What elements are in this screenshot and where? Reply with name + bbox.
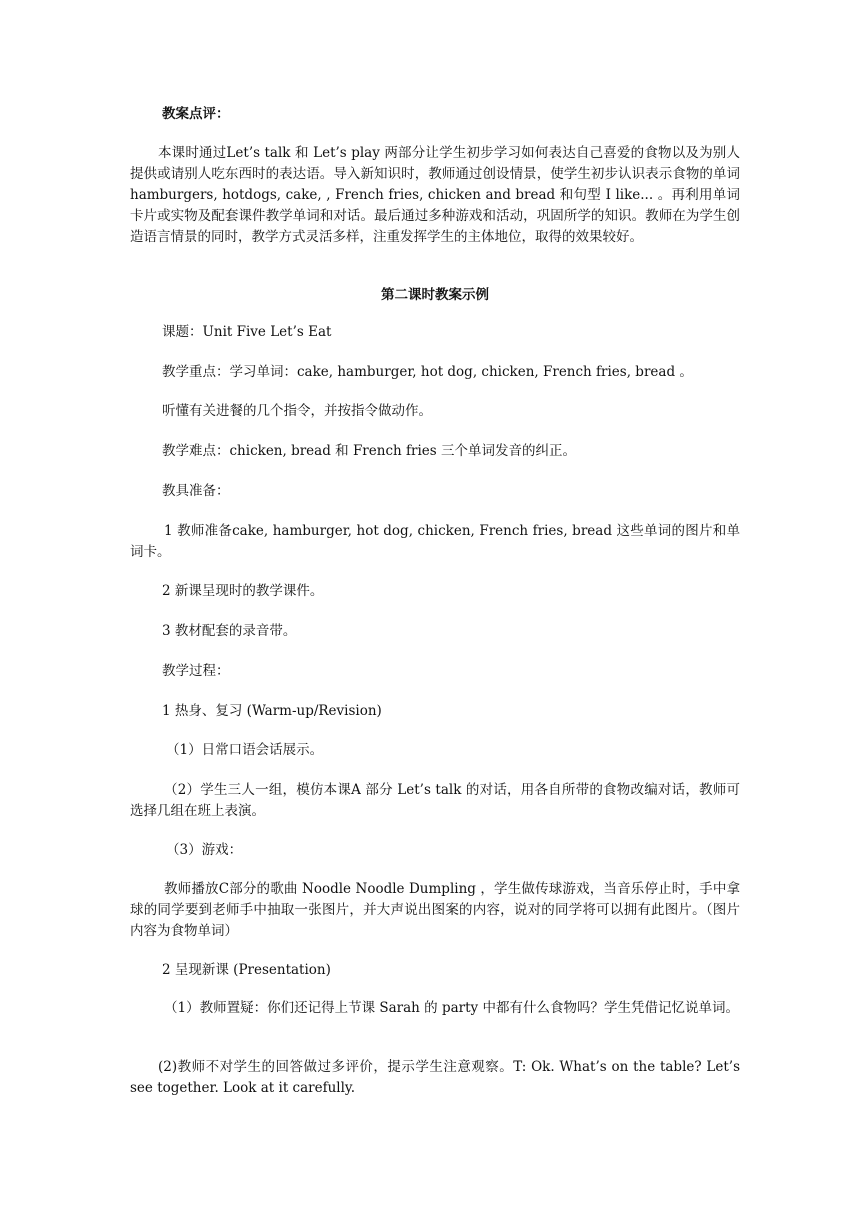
review-paragraph: 本课时通过Let’s talk 和 Let’s play 两部分让学生初步学习如何表达自己喜爱的食物以及为别人提供或请别人吃东西时的表达语。导入新知识时，教师通过创设情景，使学生初步认识表示食物的单词hamburgers, hotdogs, cake, , French fries, chicken and bread 和句型 I like... 。再利用单词卡片或实物及配套课件教学单词和对话。最后通过多种游戏和活动，巩固所学的知识。教师在为学生创造语言情景的同时，教学方式灵活多样，注重发挥学生的主体地位，取得的效果较好。 <box>130 145 740 245</box>
materials-item-1: 1 教师准备cake, hamburger, hot dog, chicken, French fries, bread 这些单词的图片和单词卡。 <box>130 523 740 560</box>
review-paragraph-block <box>130 143 740 248</box>
presentation-title: 2 呈现新课 (Presentation) <box>162 962 331 978</box>
materials-item-1-block <box>130 521 740 563</box>
presentation-step-1-block <box>130 998 740 1019</box>
lesson-topic: 课题：Unit Five Let’s Eat <box>162 324 332 340</box>
difficulty: 教学难点：chicken, bread 和 French fries 三个单词发音的纠正。 <box>162 443 576 459</box>
presentation-step-2: (2)教师不对学生的回答做过多评价，提示学生注意观察。T: Ok. What’s on the table? Let’s see together. Look at it carefully. <box>130 1059 740 1096</box>
game-description: 教师播放C部分的歌曲 Noodle Noodle Dumpling ，学生做传球游戏，当音乐停止时，手中拿球的同学要到老师手中抽取一张图片，并大声说出图案的内容，说对的同学将可以拥有此图片。（图片内容为食物单词） <box>130 881 740 939</box>
review-heading: 教案点评： <box>162 106 230 122</box>
warmup-step-1: （1）日常口语会话展示。 <box>166 742 324 758</box>
warmup-title: 1 热身、复习 (Warm-up/Revision) <box>162 703 382 719</box>
game-description-block <box>130 879 740 942</box>
key-point-2: 听懂有关进餐的几个指令，并按指令做动作。 <box>162 403 432 419</box>
process-heading: 教学过程： <box>162 663 230 679</box>
presentation-step-1: （1）教师置疑：你们还记得上节课 Sarah 的 party 中都有什么食物吗？学生凭借记忆说单词。 <box>164 1000 739 1016</box>
key-point: 教学重点：学习单词：cake, hamburger, hot dog, chicken, French fries, bread 。 <box>162 364 693 380</box>
warmup-step-3: （3）游戏： <box>166 842 243 858</box>
presentation-step-2-block <box>130 1057 740 1099</box>
materials-item-3: 3 教材配套的录音带。 <box>162 623 297 639</box>
lesson-title: 第二课时教案示例 <box>381 287 489 303</box>
warmup-step-2: （2）学生三人一组，模仿本课A 部分 Let’s talk 的对话，用各自所带的食物改编对话，教师可选择几组在班上表演。 <box>130 782 740 819</box>
materials-item-2: 2 新课呈现时的教学课件。 <box>162 583 324 599</box>
materials-heading: 教具准备： <box>162 483 230 499</box>
warmup-step-2-block <box>130 780 740 822</box>
